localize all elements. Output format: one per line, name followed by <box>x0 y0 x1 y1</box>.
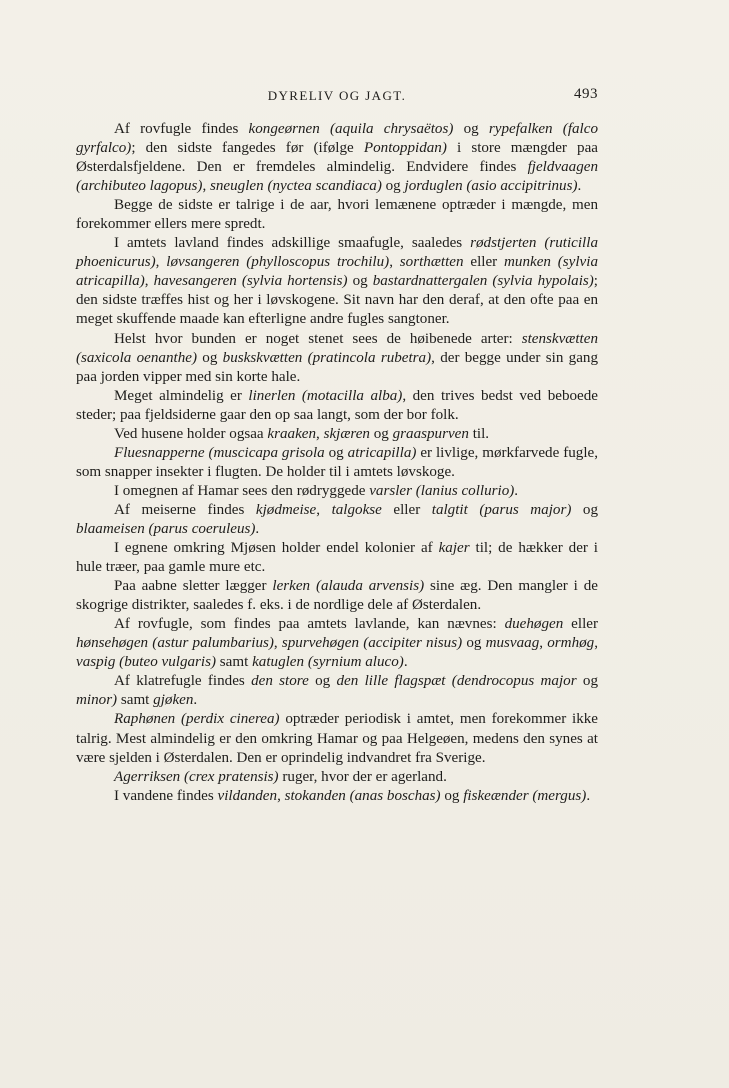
italic-term: stenskvætten (saxicola oenanthe) <box>76 330 598 366</box>
text-run: ; den sidste fangedes før (ifølge <box>131 140 364 157</box>
italic-term: havesangeren (sylvia hortensis) <box>153 273 348 290</box>
italic-term: talgtit (parus major) <box>431 501 572 518</box>
paragraph <box>76 387 598 425</box>
text-run: I vandene findes <box>114 787 218 804</box>
italic-term: sneuglen (nyctea scandiaca) <box>210 178 382 195</box>
text-run: og <box>369 425 393 442</box>
text-run: Af rovfugle findes <box>114 121 249 137</box>
italic-term: rypefalken (falco gyrfalco) <box>76 121 598 157</box>
paragraph <box>76 425 598 444</box>
paragraph <box>76 615 598 672</box>
text-run: og <box>453 121 489 137</box>
italic-term: kraaken <box>267 425 317 442</box>
text-run: . <box>403 654 408 671</box>
text-run: eller <box>563 616 598 633</box>
italic-term: varsler (lanius collurio) <box>369 482 515 499</box>
italic-term: lerken (alauda arvensis) <box>272 578 425 595</box>
text-run: i store mængder paa Østerdalsfjeldene. Den er fremdeles almindelig. Endvidere findes <box>76 140 599 176</box>
text-run: og <box>571 501 598 518</box>
paragraph <box>76 501 598 539</box>
text-run: , <box>202 178 211 195</box>
text-run: til; de hækker der i hule træer, paa gamle mure etc. <box>76 540 599 576</box>
text-run: ruger, hvor der er agerland. <box>278 768 447 785</box>
text-run: , den trives bedst ved beboede steder; paa fjeldsiderne gaar den op saa langt, som der bor folk. <box>76 387 598 423</box>
text-run: ; den sidste træffes hist og her i løvskogene. Sit navn har den deraf, at den ofte paa en meget skuffende maade kan efterligne andre fugles sangtoner. <box>76 273 598 328</box>
text-run: . <box>193 692 198 709</box>
italic-term: Fluesnapperne (muscicapa grisola <box>114 444 325 461</box>
italic-term: Agerriksen (crex pratensis) <box>114 768 279 785</box>
text-run: Paa aabne sletter lægger <box>114 578 273 595</box>
text-run: I omegnen af Hamar sees den rødryggede <box>114 482 370 499</box>
text-run: I egnene omkring Mjøsen holder endel kolonier af <box>114 540 439 557</box>
paragraph <box>76 330 598 387</box>
italic-term: spurvehøgen (accipiter nisus) <box>281 635 463 652</box>
paragraph <box>76 768 598 787</box>
text-run: , <box>594 635 598 652</box>
text-run: Af meiserne findes <box>114 501 256 518</box>
italic-term: kongeørnen (aquila chrysaëtos) <box>248 121 454 137</box>
italic-term: talgokse <box>331 501 382 518</box>
text-run: samt <box>216 654 253 671</box>
text-run: er livlige, mørkfarvede fugle, som snapper insekter i flugten. De holder til i amtets løvskoge. <box>76 444 598 480</box>
italic-term: bastardnattergalen (sylvia hypolais) <box>372 273 594 290</box>
italic-term: blaameisen (parus coeruleus) <box>76 520 256 537</box>
text-run: . <box>586 787 591 804</box>
paragraph <box>76 234 598 329</box>
paragraph <box>76 577 598 615</box>
paragraph <box>76 710 598 767</box>
text-run: eller <box>381 501 432 518</box>
italic-term: graaspurven <box>392 425 469 442</box>
italic-term: minor) <box>76 692 118 709</box>
paragraph <box>76 196 598 234</box>
text-run: eller <box>463 254 504 271</box>
text-run: , <box>539 635 548 652</box>
running-head: DYRELIV OG JAGT. <box>267 88 407 103</box>
italic-term: linerlen (motacilla alba) <box>248 387 403 404</box>
paragraph <box>76 787 598 806</box>
text-run: . <box>577 178 582 195</box>
text-run: . <box>255 520 260 537</box>
text-run: og <box>381 178 405 195</box>
text-run: Af klatrefugle findes <box>114 673 252 690</box>
italic-term: duehøgen <box>504 616 564 633</box>
body-text <box>76 120 598 806</box>
paragraph <box>76 444 598 482</box>
italic-term: kajer <box>438 540 470 557</box>
text-run: . <box>514 482 519 499</box>
text-run: , <box>316 501 332 518</box>
text-run: , <box>277 787 285 804</box>
italic-term: rødstjerten (ruticilla phoenicurus) <box>76 235 598 271</box>
italic-term: stokanden (anas boschas) <box>284 787 441 804</box>
text-run: , <box>144 273 154 290</box>
paragraph <box>76 120 598 196</box>
paragraph <box>76 672 598 710</box>
italic-term: skjæren <box>323 425 370 442</box>
italic-term: munken (sylvia atricapilla) <box>76 254 598 290</box>
text-run: , <box>155 254 167 271</box>
text-run: Af rovfugle, som findes paa amtets lavlande, kan nævnes: <box>114 616 505 633</box>
italic-term: ormhøg <box>547 635 595 652</box>
italic-term: gjøken <box>153 692 194 709</box>
text-run: sine æg. Den mangler i de skogrige distrikter, saaledes f. eks. i de nordlige dele af Østerdalen. <box>76 578 598 614</box>
text-run: og <box>196 349 223 366</box>
italic-term: den lille flagspæt (dendrocopus major <box>336 673 577 690</box>
italic-term: Raphønen (perdix cinerea) <box>114 711 280 728</box>
page-header <box>76 86 598 108</box>
italic-term: vildanden <box>217 787 278 804</box>
italic-term: løvsangeren (phylloscopus trochilu) <box>166 254 390 271</box>
page-number: 493 <box>574 86 598 102</box>
text-run: samt <box>117 692 154 709</box>
italic-term: katuglen (syrnium aluco) <box>252 654 404 671</box>
text-run: Ved husene holder ogsaa <box>114 425 268 442</box>
italic-term: hønsehøgen (astur palumbarius) <box>76 635 274 652</box>
italic-term: Pontoppidan) <box>363 140 447 157</box>
text-run: Meget almindelig er <box>114 387 249 404</box>
italic-term: fiskeænder (mergus) <box>463 787 587 804</box>
text-run: , <box>389 254 400 271</box>
italic-term: buskskvætten (pratincola rubetra) <box>222 349 432 366</box>
text-run: , der begge under sin gang paa jorden vipper med sin korte hale. <box>76 349 598 385</box>
text-run: til. <box>468 425 490 442</box>
italic-term: vaspig (buteo vulgaris) <box>76 654 217 671</box>
text-run: og <box>347 273 373 290</box>
italic-term: musvaag <box>485 635 540 652</box>
text-run: , <box>316 425 324 442</box>
italic-term: atricapilla) <box>347 444 417 461</box>
text-run: Helst hvor bunden er noget stenet sees de høibenede arter: <box>114 330 522 347</box>
paragraph <box>76 539 598 577</box>
paragraph <box>76 482 598 501</box>
italic-term: jorduglen (asio accipitrinus) <box>404 178 578 195</box>
italic-term: den store <box>251 673 309 690</box>
text-run: og <box>308 673 337 690</box>
italic-term: sorthætten <box>399 254 464 271</box>
text-run: og <box>462 635 486 652</box>
text-run: I amtets lavland findes adskillige smaafugle, saaledes <box>114 235 471 252</box>
text-run: og <box>576 673 598 690</box>
italic-term: fjeldvaagen (archibuteo lagopus) <box>76 159 598 195</box>
text-run: optræder periodisk i amtet, men forekommer ikke talrig. Mest almindelig er den omkring Hamar og paa Helgeøen, medens den synes at være sjelden i Østerdalen. Den er oprindelig indvandret fra Sverige. <box>76 711 598 766</box>
text-run: Begge de sidste er talrige i de aar, hvori lemænene optræder i mængde, men forekommer ellers mere spredt. <box>76 197 598 233</box>
text-run: , <box>273 635 282 652</box>
italic-term: kjødmeise <box>255 501 317 518</box>
text-run: og <box>440 787 464 804</box>
text-run: og <box>324 444 348 461</box>
